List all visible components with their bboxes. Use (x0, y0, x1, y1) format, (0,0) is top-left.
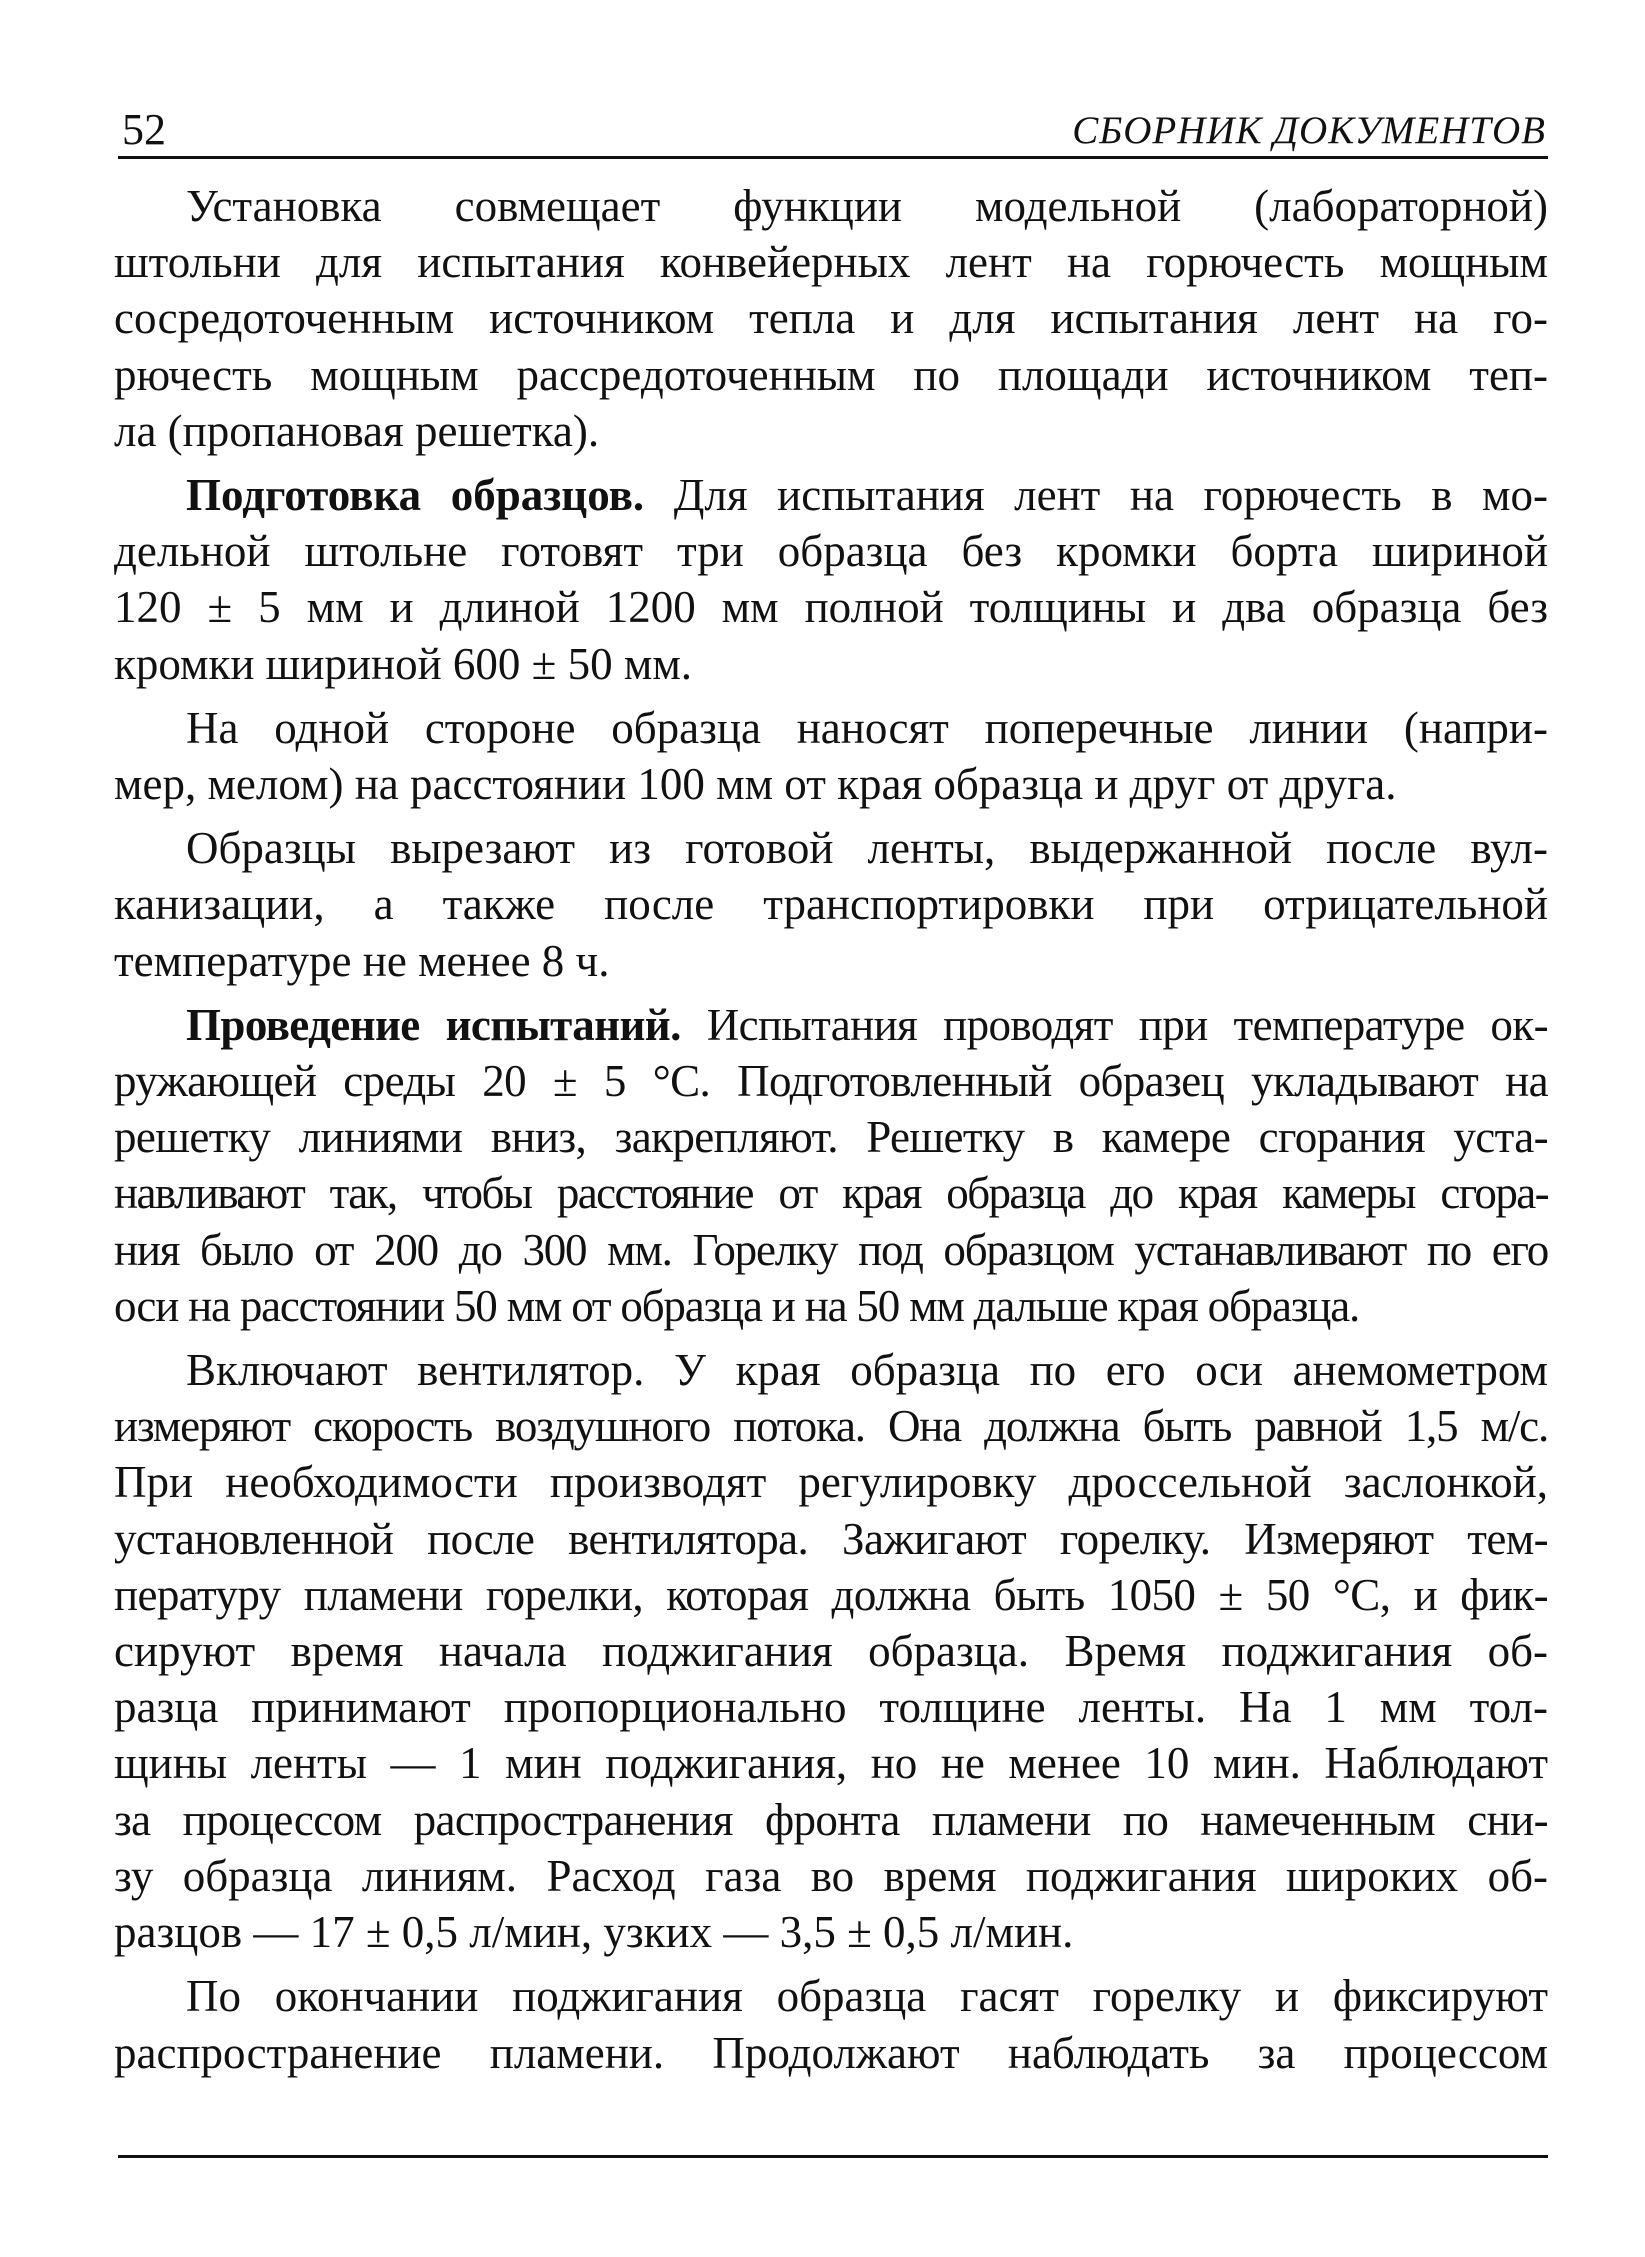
footer-rule (118, 2155, 1548, 2158)
body-text (114, 178, 1548, 2081)
paragraph (114, 467, 1548, 692)
paragraph (114, 178, 1548, 459)
paragraph (114, 997, 1548, 1334)
text-line (114, 997, 1548, 1053)
text-line: штольни для испытания конвейерных лент на горючесть мощным (114, 237, 1548, 288)
text-line: Установка совмещает функции модельной (лабораторной) (186, 181, 1548, 231)
text-line: установленной после вентилятора. Зажигают горелку. Измеряют тем- (114, 1513, 1548, 1564)
paragraph (114, 1342, 1548, 1960)
text-line: ния было от 200 до 300 мм. Горелку под образцом устанавливают по его (114, 1224, 1548, 1275)
text-line: разцов — 17 ± 0,5 л/мин, узких — 3,5 ± 0,5 л/мин. (114, 1907, 1074, 1958)
text-line: канизации, а также после транспортировки при отрицательной (114, 879, 1548, 930)
paragraph (114, 700, 1548, 812)
text-line: По окончании поджигания образца гасят горелку и фиксируют (186, 1971, 1548, 2022)
text-line: ружающей среды 20 ± 5 °С. Подготовленный образец укладывают на (114, 1056, 1548, 1107)
text-line: температуре не менее 8 ч. (114, 935, 610, 986)
text-line: кромки шириной 600 ± 50 мм. (114, 638, 693, 689)
paragraph (114, 1968, 1548, 2080)
running-header (118, 100, 1548, 159)
text-line: оси на расстоянии 50 мм от образца и на 50 мм дальше края образца. (114, 1280, 1360, 1331)
text-line: дельной штольне готовят три образца без кромки борта шириной (114, 526, 1548, 577)
text-line: щины ленты — 1 мин поджигания, но не менее 10 мин. Наблюдают (114, 1738, 1548, 1789)
text-line: сосредоточенным источником тепла и для испытания лент на го- (114, 293, 1548, 344)
text-line: измеряют скорость воздушного потока. Она должна быть равной 1,5 м/с. (114, 1401, 1548, 1452)
text-line: мер, мелом) на расстоянии 100 мм от края образца и друг от друга. (114, 759, 1397, 810)
text-line: за процессом распространения фронта пламени по намеченным сни- (114, 1794, 1548, 1845)
paragraph-heading: Проведение испытаний. (186, 999, 681, 1050)
paragraph (114, 820, 1548, 989)
text-line: На одной стороне образца наносят поперечные линии (напри- (186, 702, 1548, 753)
text-run: Для испытания лент на горючесть в мо- (644, 470, 1548, 521)
text-line: Включают вентилятор. У края образца по его оси анемометром (186, 1345, 1548, 1396)
text-line: зу образца линиям. Расход газа во время поджигания широких об- (114, 1850, 1548, 1901)
text-line: сируют время начала поджигания образца. Время поджигания об- (114, 1626, 1548, 1677)
text-run: Испытания проводят при температуре ок- (680, 999, 1548, 1050)
text-line: решетку линиями вниз, закрепляют. Решетку в камере сгорания уста- (114, 1112, 1548, 1163)
text-line: ла (пропановая решетка). (114, 405, 600, 456)
text-line: пературу пламени горелки, которая должна быть 1050 ± 50 °С, и фик- (114, 1569, 1548, 1620)
text-line: навливают так, чтобы расстояние от края образца до края камеры сгора- (114, 1168, 1548, 1219)
text-line: 120 ± 5 мм и длиной 1200 мм полной толщины и два образца без (114, 582, 1548, 633)
text-line (114, 467, 1548, 523)
paragraph-heading: Подготовка образцов. (186, 470, 645, 521)
document-title: СБОРНИК ДОКУМЕНТОВ (1072, 109, 1546, 152)
text-line: разца принимают пропорционально толщине ленты. На 1 мм тол- (114, 1682, 1548, 1733)
text-line: рючесть мощным рассредоточенным по площади источником теп- (114, 349, 1548, 400)
text-line: При необходимости производят регулировку дроссельной заслонкой, (114, 1457, 1548, 1508)
page-number: 52 (122, 105, 166, 154)
text-line: Образцы вырезают из готовой ленты, выдержанной после вул- (186, 823, 1548, 874)
text-line: распространение пламени. Продолжают наблюдать за процессом (114, 2027, 1548, 2078)
